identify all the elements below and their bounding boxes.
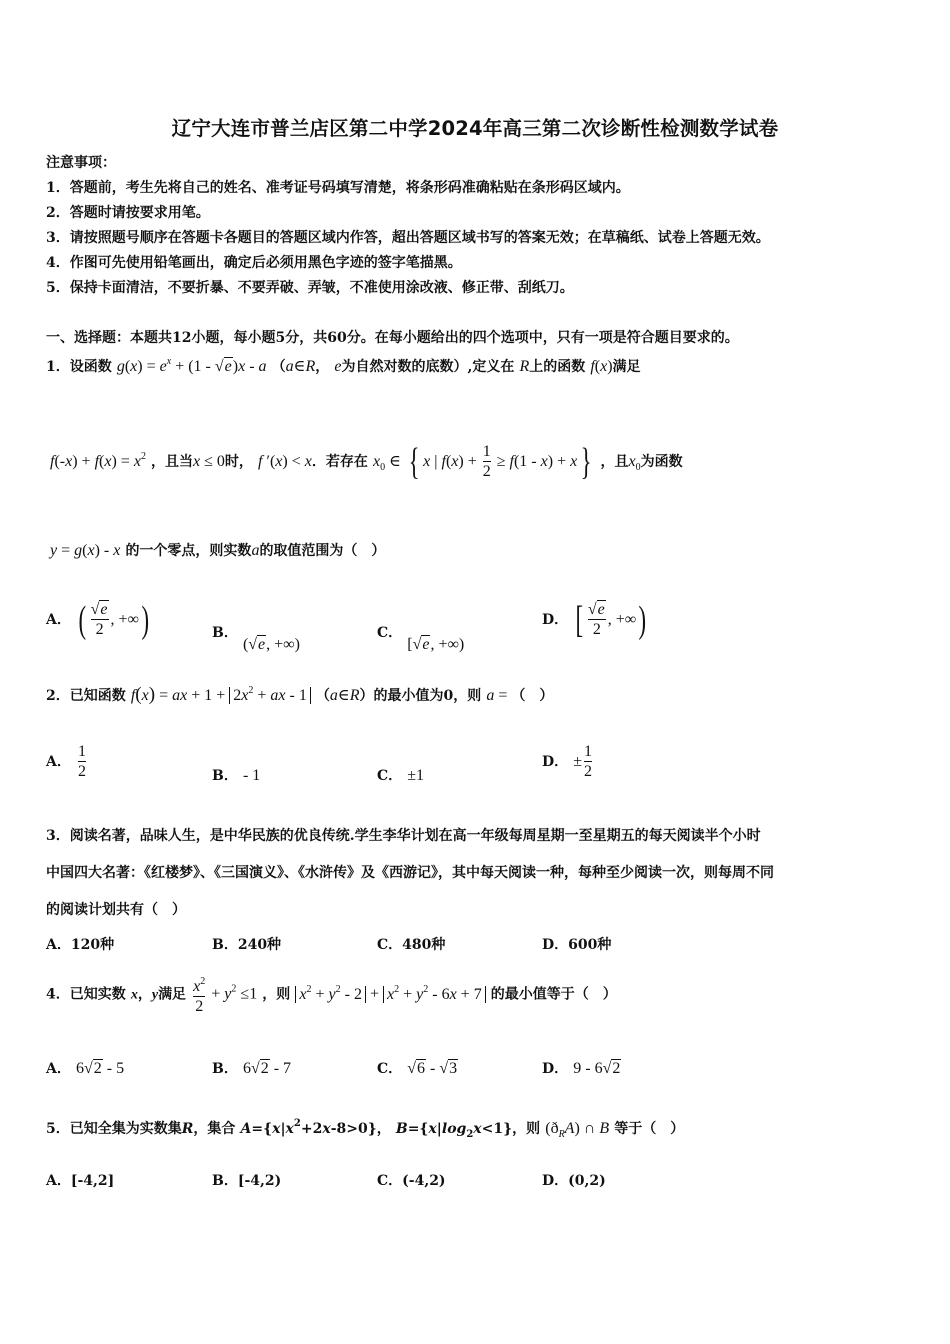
notice-heading: 注意事项：: [46, 155, 116, 171]
question-1-line-1: 1．设函数 $g(x) = e^x + (1 - √e)x - a$ （a∈R， e为自然对数的底数）,定义在 R上的函数 f(x)满足: [46, 356, 641, 375]
question-5-option-a[interactable]: A．[‐4,2]: [46, 1173, 115, 1189]
notice-item-5: 5．保持卡面清洁，不要折暴、不要弄破、弄皱，不准使用涂改液、修正带、刮纸刀。: [46, 280, 574, 296]
notice-item-4: 4．作图可先使用铅笔画出，确定后必须用黑色字迹的签字笔描黑。: [46, 255, 462, 271]
section-heading: 一、选择题：本题共12小题，每小题5分，共60分。在每小题给出的四个选项中，只有一项是符合题目要求的。: [46, 330, 739, 346]
question-4-option-c[interactable]: C． √6 - √3: [377, 1060, 458, 1077]
question-4-option-d[interactable]: D． 9 - 6√2: [542, 1060, 621, 1077]
question-5-stem: 5．已知全集为实数集R，集合 $A=\{x|x^2+2x-8>0\}$， $B=\{x|\log_2x<1\}$，则 $(ð_RA)$ ∩ B 等于（ ）: [46, 1118, 685, 1140]
question-3-option-a[interactable]: A．120种: [46, 937, 115, 953]
question-2-option-a[interactable]: A． $\frac{1}{2}$: [46, 743, 86, 780]
question-1-option-c[interactable]: C． [√e, +∞): [377, 625, 465, 653]
question-5-option-b[interactable]: B．[‐4,2): [212, 1173, 282, 1189]
notice-item-1: 1．答题前，考生先将自己的姓名、准考证号码填写清楚，将条形码准确粘贴在条形码区域内。: [46, 180, 630, 196]
question-1-line-2: $f(-x) + f(x) = x^2$ ，且当x ≤ 0时， f ′(x) < x．若存在 $x_0$ ∈ { x | f(x) + $\frac{1}{2}$ ≥ f(1 - x) + x} ，且$x_0$为函数: [50, 440, 683, 483]
question-1-line-3: y = g(x) - x 的一个零点，则实数a的取值范围为（ ）: [50, 542, 386, 559]
notice-item-2: 2．答题时请按要求用笔。: [46, 205, 210, 221]
question-3-option-b[interactable]: B．240种: [212, 937, 282, 953]
notice-item-3: 3．请按照题号顺序在答题卡各题目的答题区域内作答，超出答题区域书写的答案无效；在草稿纸、试卷上答题无效。: [46, 230, 770, 246]
question-2-stem: 2．已知函数 f(x) = ax + $1 + 2x^2$ + ax - 1 （a∈R）的最小值为0，则 a = （ ）: [46, 684, 554, 705]
question-2-option-d[interactable]: D． ± $\frac{1}{2}$: [542, 743, 593, 780]
question-3-line-2: 中国四大名著：《红楼梦》、《三国演义》、《水浒传》及《西游记》，其中每天阅读一种，每种至少阅读一次，则每周不同: [46, 865, 774, 881]
question-5-option-d[interactable]: D．(0,2): [542, 1173, 606, 1189]
question-1-option-a[interactable]: A． ( $\frac{√e}{2}$ , +∞): [46, 598, 150, 641]
question-2-option-b[interactable]: B． - 1: [212, 767, 261, 784]
question-5-option-c[interactable]: C．(‐4,2): [377, 1173, 446, 1189]
question-4-option-a[interactable]: A． 6√2 - 5: [46, 1060, 125, 1077]
question-2-option-c[interactable]: C． ±1: [377, 767, 425, 784]
page-title: 辽宁大连市普兰店区第二中学2024年高三第二次诊断性检测数学试卷: [171, 117, 779, 140]
question-3-option-d[interactable]: D．600种: [542, 937, 612, 953]
question-4-stem: 4．已知实数 x，y满足 $\frac{x^2}{2}$ + $y^2 \le 1$ ，则 $x^2 + y^2 - 2 + x^2 + y^2 - 6x + 7$ 的最小值等于（ ）: [46, 972, 617, 1016]
question-3-line-1: 3．阅读名著，品味人生，是中华民族的优良传统.学生李华计划在高一年级每周星期一至星期五的每天阅读半个小时: [46, 828, 761, 844]
question-1-option-b[interactable]: B． (√e, +∞): [212, 625, 300, 653]
question-4-option-b[interactable]: B． 6√2 - 7: [212, 1060, 292, 1077]
question-3-line-3: 的阅读计划共有（ ）: [46, 902, 186, 918]
question-3-option-c[interactable]: C．480种: [377, 937, 446, 953]
question-1-option-d[interactable]: D． [ $\frac{√e}{2}$ , +∞): [542, 598, 647, 641]
